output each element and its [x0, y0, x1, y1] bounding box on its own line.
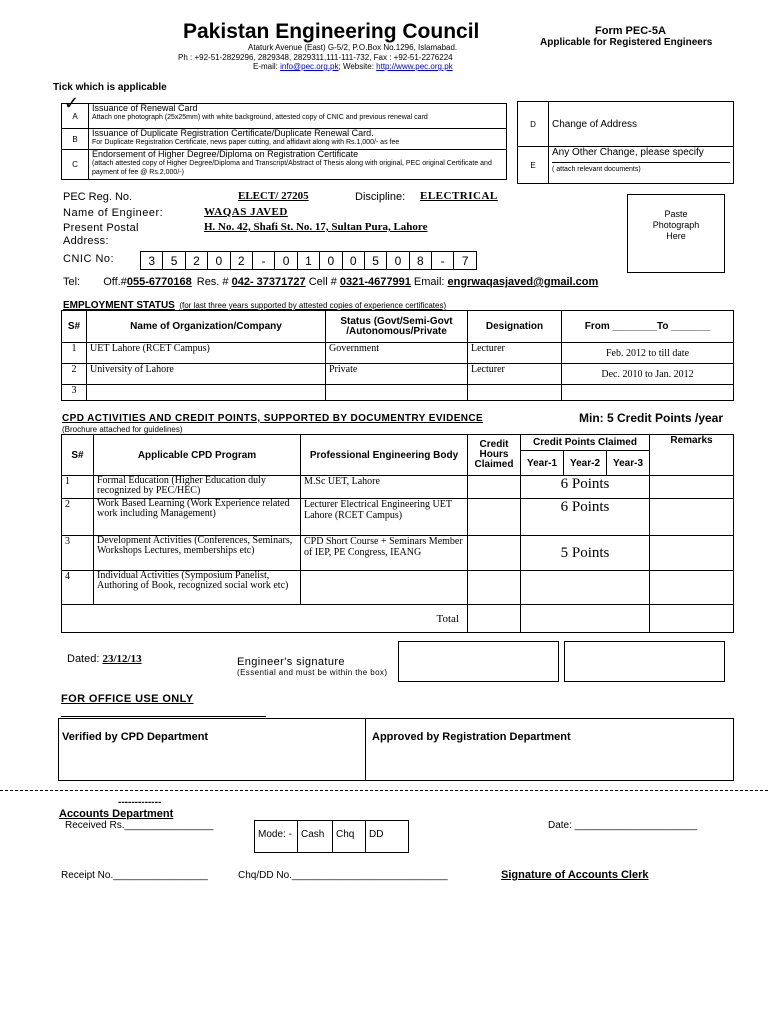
- website-label: ; Website:: [338, 62, 377, 71]
- res-value[interactable]: 042- 37371727: [231, 276, 306, 288]
- cpd-hours[interactable]: [468, 536, 521, 571]
- cpd-col-body: Professional Engineering Body: [301, 435, 468, 476]
- mode-dd[interactable]: DD: [366, 821, 409, 853]
- option-b-text: [89, 129, 507, 150]
- cpd-col-sn: S#: [62, 435, 94, 476]
- cpd-body[interactable]: [301, 571, 468, 605]
- cpd-total-hours[interactable]: [468, 605, 521, 633]
- cpd-remarks[interactable]: [650, 536, 734, 571]
- approved-cell[interactable]: Approved by Registration Department: [366, 719, 734, 781]
- form-number: Form PEC-5A: [595, 25, 666, 37]
- receipt-field[interactable]: Receipt No._________________: [61, 870, 208, 881]
- cnic-digit[interactable]: 2: [185, 251, 208, 270]
- table-row: [62, 476, 734, 499]
- option-d-key[interactable]: D: [518, 102, 549, 147]
- discipline-value[interactable]: ELECTRICAL: [420, 190, 498, 202]
- res-label: Res. #: [196, 276, 229, 288]
- signature-label: Engineer's signature: [237, 656, 345, 668]
- cnic-digit[interactable]: 5: [162, 251, 185, 270]
- emp-designation[interactable]: Lecturer: [468, 364, 562, 385]
- emp-col-designation: Designation: [468, 311, 562, 343]
- option-a-key[interactable]: A: [62, 104, 89, 129]
- cnic-digit[interactable]: 3: [140, 251, 163, 270]
- emp-col-org: Name of Organization/Company: [87, 311, 326, 343]
- emp-org[interactable]: University of Lahore: [87, 364, 326, 385]
- cpd-col-year3: Year-3: [607, 451, 650, 476]
- cpd-sn: 2: [62, 499, 94, 536]
- office-heading: FOR OFFICE USE ONLY: [61, 693, 194, 705]
- mode-chq[interactable]: Chq: [333, 821, 366, 853]
- cpd-program: Work Based Learning (Work Experience related work including Management): [94, 499, 301, 536]
- emp-col-sn: S#: [62, 311, 87, 343]
- off-label: Off.#: [103, 276, 127, 288]
- dated-line: [67, 653, 142, 665]
- cnic-digit[interactable]: 7: [453, 251, 476, 270]
- table-row: [62, 343, 734, 364]
- cpd-col-remarks: Remarks: [650, 435, 734, 476]
- cpd-body[interactable]: CPD Short Course + Seminars Member of IEP, PE Congress, IEANG: [301, 536, 468, 571]
- option-c-note: (attach attested copy of Higher Degree/Diploma and Transcript/Abstract of Thesis along with original, PEC original Certificate and payment of fee @ Rs.2,000/-): [92, 160, 492, 176]
- cpd-program: Formal Education (Higher Education duly recognized by PEC/HEC): [94, 476, 301, 499]
- email-value[interactable]: engrwaqasjaved@gmail.com: [447, 276, 599, 288]
- cnic-digit[interactable]: 0: [342, 251, 365, 270]
- council-website-link[interactable]: http://www.pec.org.pk: [376, 62, 453, 71]
- cnic-digit[interactable]: 5: [364, 251, 387, 270]
- received-field[interactable]: Received Rs.________________: [65, 820, 214, 831]
- emp-status[interactable]: Government: [326, 343, 468, 364]
- cpd-sn: 3: [62, 536, 94, 571]
- emp-col-from-to: From ________To _______: [562, 311, 734, 343]
- cnic-boxes[interactable]: [141, 251, 477, 270]
- cpd-min: Min: 5 Credit Points /year: [579, 411, 724, 425]
- emp-status[interactable]: Private: [326, 364, 468, 385]
- dated-value[interactable]: 23/12/13: [102, 653, 142, 665]
- cpd-col-points: Credit Points Claimed: [521, 435, 650, 451]
- emp-designation[interactable]: Lecturer: [468, 343, 562, 364]
- office-table: [58, 718, 734, 781]
- off-value[interactable]: 055-6770168: [126, 276, 192, 288]
- cnic-digit[interactable]: -: [252, 251, 275, 270]
- address-value[interactable]: H. No. 42, Shafi St. No. 17, Sultan Pura, Lahore: [204, 221, 428, 233]
- option-e-note: ( attach relevant documents): [552, 166, 641, 173]
- emp-from-to[interactable]: Feb. 2012 to till date: [562, 343, 734, 364]
- form-applicability: Applicable for Registered Engineers: [540, 37, 713, 48]
- cpd-program: Development Activities (Conferences, Seminars, Workshops Lectures, memberships etc): [94, 536, 301, 571]
- cpd-heading: CPD ACTIVITIES AND CREDIT POINTS, SUPPORTED BY DOCUMENTRY EVIDENCE: [62, 413, 484, 424]
- emp-sn: 2: [62, 364, 87, 385]
- tel-label: Tel:: [63, 276, 81, 288]
- cnic-digit[interactable]: 2: [230, 251, 253, 270]
- cpd-hours[interactable]: [468, 499, 521, 536]
- office-rule: [61, 716, 266, 717]
- cpd-points[interactable]: 6 Points: [521, 499, 650, 536]
- cnic-digit[interactable]: -: [431, 251, 454, 270]
- cnic-digit[interactable]: 0: [274, 251, 297, 270]
- emp-status[interactable]: [326, 385, 468, 401]
- thumb-box[interactable]: [564, 641, 725, 682]
- verified-cell[interactable]: Verified by CPD Department: [59, 719, 366, 781]
- cpd-total-label: Total: [62, 605, 468, 633]
- option-b-note: For Duplicate Registration Certificate, news paper cutting, and affidavit along with Rs.1,000/- as fee: [92, 139, 400, 146]
- cpd-sn: 1: [62, 476, 94, 499]
- employment-heading: EMPLOYMENT STATUS: [63, 300, 175, 311]
- checkmark-icon: ✓: [64, 93, 80, 113]
- employment-note: (for last three years supported by attested copies of experience certificates): [179, 301, 447, 310]
- cnic-digit[interactable]: 0: [207, 251, 230, 270]
- council-phone: Ph : +92-51-2829296, 2829348, 2829311,111-111-732, Fax : +92-51-2276224: [178, 53, 453, 62]
- mode-cash[interactable]: Cash: [298, 821, 333, 853]
- photo-box[interactable]: [627, 194, 725, 273]
- cpd-total-points[interactable]: [521, 605, 650, 633]
- cpd-sn: 4: [62, 571, 94, 605]
- cpd-points[interactable]: [521, 571, 650, 605]
- option-a-note: Attach one photograph (25x25mm) with white background, attested copy of CNIC and previous renewal card: [92, 114, 428, 121]
- option-c-text: [89, 150, 507, 180]
- option-a-title: Issuance of Renewal Card: [92, 103, 198, 113]
- council-address: Ataturk Avenue (East) G-5/2, P.O.Box No.1296, Islamabad.: [248, 43, 458, 52]
- emp-col-status: Status (Govt/Semi-Govt /Autonomous/Private: [326, 311, 468, 343]
- reg-value[interactable]: ELECT/ 27205: [238, 190, 309, 202]
- cpd-remarks[interactable]: [650, 476, 734, 499]
- cnic-label: CNIC No:: [63, 253, 115, 265]
- table-row: [62, 536, 734, 571]
- emp-org[interactable]: UET Lahore (RCET Campus): [87, 343, 326, 364]
- table-row: [62, 499, 734, 536]
- option-d-title: Change of Address: [549, 102, 734, 147]
- option-c-title: Endorsement of Higher Degree/Diploma on Registration Certificate: [92, 149, 359, 159]
- cell-label: Cell #: [308, 276, 337, 288]
- cnic-digit[interactable]: 0: [319, 251, 342, 270]
- photo-label: Paste Photograph Here: [652, 209, 700, 241]
- employment-table: [61, 310, 734, 401]
- mode-table: [254, 820, 409, 853]
- mode-label: Mode: -: [255, 821, 298, 853]
- email-label: Email:: [413, 276, 445, 288]
- cnic-digit[interactable]: 1: [297, 251, 320, 270]
- cpd-remarks[interactable]: [650, 571, 734, 605]
- cell-value[interactable]: 0321-4677991: [339, 276, 411, 288]
- option-e-text: [549, 147, 734, 184]
- cpd-body[interactable]: Lecturer Electrical Engineering UET Lahore (RCET Campus): [301, 499, 468, 536]
- council-email-link[interactable]: info@pec.org.pk: [280, 62, 339, 71]
- tick-heading: Tick which is applicable: [53, 82, 167, 93]
- cpd-col-year2: Year-2: [564, 451, 607, 476]
- emp-sn: 1: [62, 343, 87, 364]
- emp-designation[interactable]: [468, 385, 562, 401]
- option-c-key[interactable]: C: [62, 150, 89, 180]
- table-row: [62, 364, 734, 385]
- accounts-heading: Accounts Department: [59, 808, 174, 820]
- clerk-signature: Signature of Accounts Clerk: [501, 869, 649, 881]
- option-b-key[interactable]: B: [62, 129, 89, 150]
- email-label: E-mail:: [253, 62, 281, 71]
- dated-label: Dated:: [67, 653, 100, 665]
- name-label: Name of Engineer:: [63, 207, 164, 219]
- option-b-title: Issuance of Duplicate Registration Certificate/Duplicate Renewal Card.: [92, 128, 374, 138]
- signature-box[interactable]: [398, 641, 559, 682]
- cpd-body[interactable]: M.Sc UET, Lahore: [301, 476, 468, 499]
- name-value[interactable]: WAQAS JAVED: [204, 206, 288, 218]
- option-a-text: [89, 104, 507, 129]
- cnic-digit[interactable]: 8: [409, 251, 432, 270]
- cpd-points[interactable]: 6 Points: [521, 476, 650, 499]
- signature-note: (Essential and must be within the box): [237, 668, 388, 677]
- accounts-dashes: -------------: [118, 797, 162, 808]
- date-field[interactable]: Date: ______________________: [548, 820, 698, 831]
- emp-org[interactable]: [87, 385, 326, 401]
- table-row: [62, 571, 734, 605]
- cpd-total-remarks[interactable]: [650, 605, 734, 633]
- cpd-col-year1: Year-1: [521, 451, 564, 476]
- tick-options-left: [61, 103, 507, 180]
- cut-line: [0, 790, 768, 791]
- cpd-points[interactable]: 5 Points: [521, 536, 650, 571]
- cpd-hours[interactable]: [468, 476, 521, 499]
- cnic-digit[interactable]: 0: [386, 251, 409, 270]
- cpd-note: (Brochure attached for guidelines): [62, 425, 183, 434]
- council-title: Pakistan Engineering Council: [183, 20, 480, 43]
- discipline-label: Discipline:: [355, 191, 406, 203]
- emp-from-to[interactable]: Dec. 2010 to Jan. 2012: [562, 364, 734, 385]
- address-label: Present Postal Address:: [63, 222, 139, 247]
- cpd-hours[interactable]: [468, 571, 521, 605]
- contact-line: [63, 276, 598, 288]
- cpd-col-hours: Credit Hours Claimed: [468, 435, 521, 476]
- cpd-col-program: Applicable CPD Program: [94, 435, 301, 476]
- cpd-remarks[interactable]: [650, 499, 734, 536]
- council-contact: [253, 62, 453, 71]
- reg-label: PEC Reg. No.: [63, 191, 133, 203]
- emp-sn: 3: [62, 385, 87, 401]
- emp-from-to[interactable]: [562, 385, 734, 401]
- tick-options-right: [517, 101, 734, 184]
- cpd-program: Individual Activities (Symposium Panelist, Authoring of Book, recognized social work etc): [94, 571, 301, 605]
- cpd-table: [61, 434, 734, 633]
- table-row: [62, 385, 734, 401]
- option-e-title: Any Other Change, please specify: [552, 147, 704, 158]
- chqdd-field[interactable]: Chq/DD No.____________________________: [238, 870, 448, 881]
- option-e-key[interactable]: E: [518, 147, 549, 184]
